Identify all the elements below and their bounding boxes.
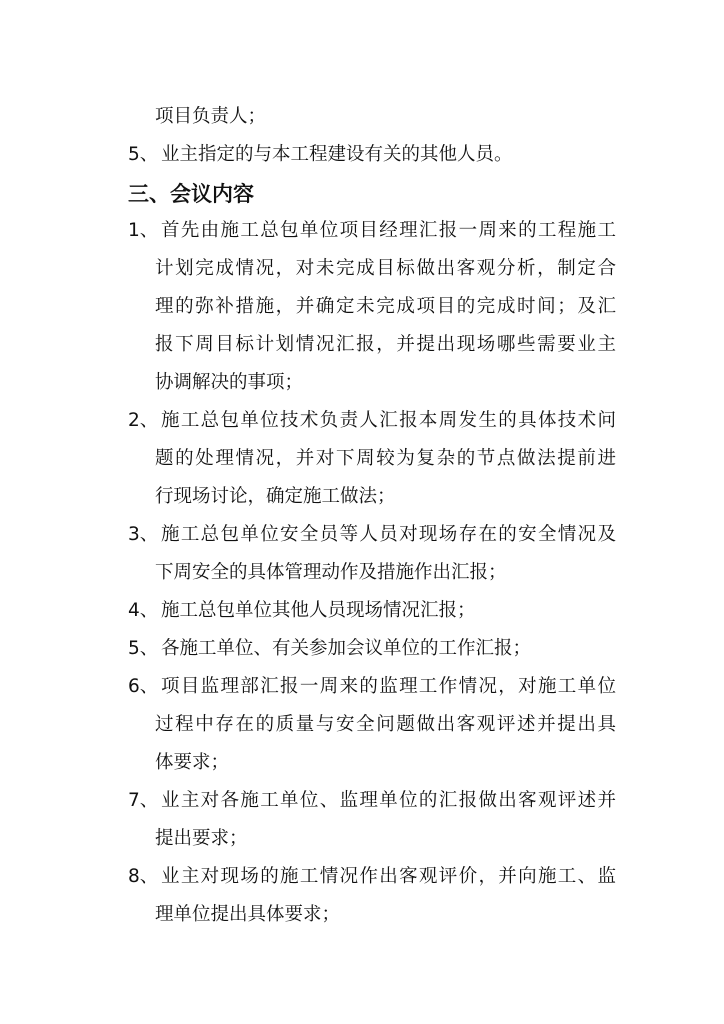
list-item-text: 施工总包单位安全员等人员对现场存在的安全情况及 — [161, 524, 616, 545]
list-item-1-line-4 — [0, 327, 724, 363]
list-item-text: 理单位提出具体要求； — [155, 904, 341, 925]
list-item-number: 5、 — [128, 638, 159, 659]
list-item-text: 业主对各施工单位、监理单位的汇报做出客观评述并 — [161, 790, 616, 811]
intro-continuation-text: 项目负责人； — [155, 106, 267, 127]
attendee-item-5-text: 业主指定的与本工程建设有关的其他人员。 — [161, 144, 513, 165]
list-item-6-line-2 — [0, 707, 724, 743]
list-item-text: 首先由施工总包单位项目经理汇报一周来的工程施工 — [161, 220, 616, 241]
section-heading: 三、会议内容 — [128, 182, 254, 206]
list-item-text: 过程中存在的质量与安全问题做出客观评述并提出具 — [155, 714, 616, 735]
list-item-text: 下周安全的具体管理动作及措施作出汇报； — [155, 562, 507, 583]
list-item-text: 协调解决的事项； — [155, 372, 304, 393]
list-item-number: 4、 — [128, 600, 159, 621]
list-item-text: 报下周目标计划情况汇报，并提出现场哪些需要业主 — [155, 334, 616, 355]
attendee-item-5 — [0, 137, 724, 173]
list-item-number: 2、 — [128, 410, 159, 431]
list-item-number: 3、 — [128, 524, 159, 545]
list-item-text: 项目监理部汇报一周来的监理工作情况，对施工单位 — [161, 676, 616, 697]
list-item-text: 施工总包单位其他人员现场情况汇报； — [161, 600, 476, 621]
list-item-1-line-1 — [0, 213, 724, 249]
list-item-text: 理的弥补措施，并确定未完成项目的完成时间；及汇 — [155, 296, 616, 317]
list-item-2-line-2 — [0, 441, 724, 477]
list-item-text: 题的处理情况，并对下周较为复杂的节点做法提前进 — [155, 448, 616, 469]
list-item-text: 施工总包单位技术负责人汇报本周发生的具体技术问 — [161, 410, 616, 431]
list-item-8-line-2 — [0, 897, 724, 933]
list-item-4-line-1 — [0, 593, 724, 629]
list-item-text: 体要求； — [155, 752, 230, 773]
list-item-text: 计划完成情况，对未完成目标做出客观分析，制定合 — [155, 258, 616, 279]
attendee-item-5-number: 5、 — [128, 144, 159, 165]
list-item-number: 7、 — [128, 790, 159, 811]
list-item-7-line-2 — [0, 821, 724, 857]
list-item-8-line-1 — [0, 859, 724, 895]
list-item-1-line-3 — [0, 289, 724, 325]
list-item-2-line-3 — [0, 479, 724, 515]
list-item-text: 业主对现场的施工情况作出客观评价，并向施工、监 — [161, 866, 616, 887]
intro-continuation-line — [0, 99, 724, 135]
list-item-text: 行现场讨论，确定施工做法； — [155, 486, 396, 507]
list-item-number: 6、 — [128, 676, 159, 697]
list-item-3-line-2 — [0, 555, 724, 591]
list-item-number: 1、 — [128, 220, 159, 241]
list-item-6-line-1 — [0, 669, 724, 705]
list-item-2-line-1 — [0, 403, 724, 439]
list-item-6-line-3 — [0, 745, 724, 781]
list-item-text: 各施工单位、有关参加会议单位的工作汇报； — [161, 638, 532, 659]
list-item-7-line-1 — [0, 783, 724, 819]
list-item-1-line-5 — [0, 365, 724, 401]
list-item-text: 提出要求； — [155, 828, 248, 849]
list-item-1-line-2 — [0, 251, 724, 287]
list-item-3-line-1 — [0, 517, 724, 553]
list-item-5-line-1 — [0, 631, 724, 667]
list-item-number: 8、 — [128, 866, 159, 887]
